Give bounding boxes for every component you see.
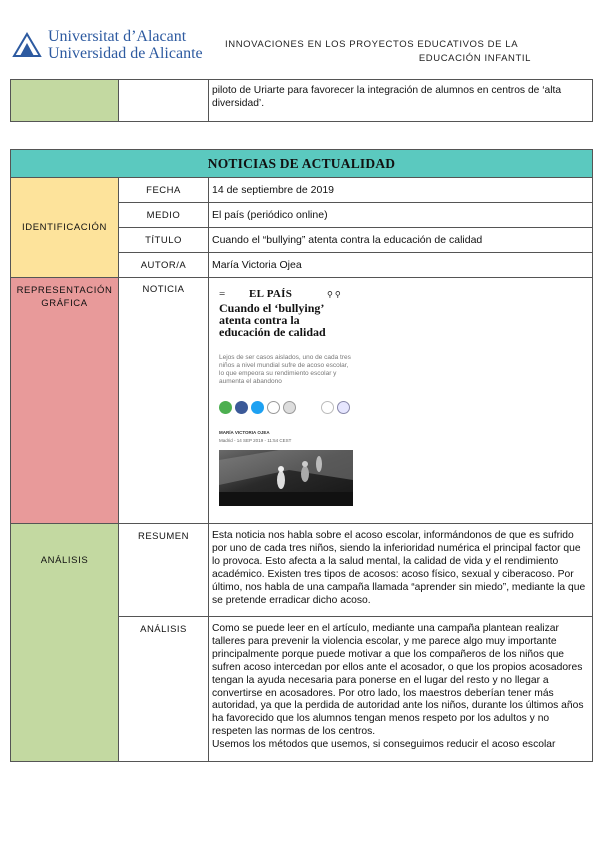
resumen-text: Esta noticia nos habla sobre el acoso escolar, informándonos de que es sufrido por uno de cada tres niños, siendo la inferioridad numérica el principal factor que lo provoca. Esto afecta a la salud mental, la calidad de vida y el rendimiento académico. Existen tres tipos de acosos: acoso físico, sexual y ciberacoso. Por último, nos habla de una campaña llamada “aprender sin miedo”, mediante la que se pretende erradicar dicho acoso. — [209, 524, 593, 617]
document-header-title — [225, 38, 545, 66]
medio-label: MEDIO — [119, 203, 209, 228]
header-title-line2: EDUCACIÓN INFANTIL — [418, 53, 531, 64]
analisis-label: ANÁLISIS — [119, 617, 209, 762]
table-row — [11, 178, 593, 203]
continuation-table — [10, 79, 593, 122]
university-name-line1: Universitat d’Alacant — [48, 28, 187, 45]
mail-icon — [337, 401, 350, 414]
resumen-label: RESUMEN — [119, 524, 209, 617]
table-row — [11, 80, 593, 122]
news-thumbnail — [217, 282, 357, 502]
news-photo-scene — [219, 450, 353, 506]
university-name-line2: Universidad de Alicante — [48, 45, 203, 62]
twitter-icon — [251, 401, 264, 414]
thumbnail-lede: Lejos de ser casos aislados, uno de cada tres niños a nivel mundial sufre de acoso escolar, lo que empeora su rendimiento escolar y aumenta el abandono — [219, 354, 351, 385]
thumbnail-byline: MARÍA VICTORIA OJEA — [219, 430, 270, 435]
representation-section: REPRESENTACIÓN GRÁFICA — [11, 278, 119, 524]
fecha-value: 14 de septiembre de 2019 — [209, 178, 593, 203]
fecha-label: FECHA — [119, 178, 209, 203]
menu-icon: = — [219, 288, 226, 300]
titulo-label: TÍTULO — [119, 228, 209, 253]
continuation-section-cell — [11, 80, 119, 122]
analysis-section: ANÁLISIS — [11, 524, 119, 762]
header-title-line1: INNOVACIONES EN LOS PROYECTOS EDUCATIVOS DE LA — [225, 39, 519, 50]
university-logo-icon — [12, 30, 42, 60]
noticia-cell — [209, 278, 593, 524]
facebook-icon — [235, 401, 248, 414]
heart-icon — [321, 401, 334, 414]
university-logo — [12, 28, 212, 68]
medio-value: El país (periódico online) — [209, 203, 593, 228]
comment-icon — [283, 401, 296, 414]
news-photo — [219, 450, 353, 506]
whatsapp-icon — [219, 401, 232, 414]
autora-value: María Victoria Ojea — [209, 253, 593, 278]
share-icon — [267, 401, 280, 414]
share-bar — [219, 400, 355, 416]
table-title: NOTICIAS DE ACTUALIDAD — [11, 150, 593, 178]
thumbnail-topbar — [217, 288, 357, 300]
analisis-text: Como se puede leer en el artículo, mediante una campaña plantean realizar talleres para prevenir la violencia escolar, y me parece algo muy importante principalmente porque puede motivar a que los compañeros de los niños que sufren acoso intercedan por ellos ante el acosador, o que los propios acosadores tengan la ayuda necesaria para ponerse en el lugar del resto y no llegar a convertirse en acosadores. Por otro lado, los maestros deberían tener más autoridad, ya que la perdida de autoridad ante los niños, durante los últimos años ha favorecido que los alumnos tengan menos respeto por los adultos y no respeten las normas de los centros. Usemos los métodos que usemos, si conseguimos reducir el acoso escolar — [209, 617, 593, 762]
continuation-label-cell — [119, 80, 209, 122]
news-table — [10, 149, 593, 762]
table-title-row — [11, 150, 593, 178]
table-row — [11, 278, 593, 524]
university-name — [48, 28, 203, 62]
thumbnail-date: Madrid - 14 SEP 2019 - 11:54 CEST — [219, 438, 292, 443]
thumbnail-headline: Cuando el ‘bullying’ atenta contra la educación de calidad — [219, 301, 326, 339]
titulo-value: Cuando el “bullying” atenta contra la educación de calidad — [209, 228, 593, 253]
autora-label: AUTOR/A — [119, 253, 209, 278]
table-row — [11, 524, 593, 617]
search-icon: ⚲ ⚲ — [327, 290, 341, 299]
continuation-text: piloto de Uriarte para favorecer la integración de alumnos en centros de ‘alta diversidad’. — [209, 80, 593, 122]
newspaper-brand: EL PAÍS — [249, 288, 293, 300]
noticia-label: NOTICIA — [119, 278, 209, 524]
identification-section: IDENTIFICACIÓN — [11, 178, 119, 278]
